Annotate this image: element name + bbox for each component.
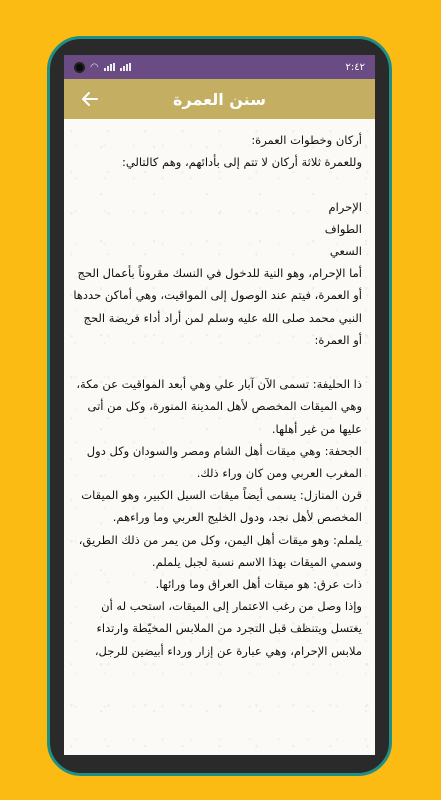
status-icons <box>74 62 131 73</box>
phone-frame <box>47 36 392 776</box>
app-bar <box>64 79 375 119</box>
signal-icon-2 <box>120 63 131 71</box>
wifi-icon: ◠ <box>90 61 99 73</box>
back-button[interactable] <box>76 85 104 113</box>
arrow-left-icon <box>82 92 98 106</box>
status-bar <box>64 55 375 79</box>
status-time: ٢:٤٢ <box>345 61 365 73</box>
camera-icon <box>74 62 85 73</box>
phone-screen <box>64 55 375 755</box>
page-title: سنن العمرة <box>173 89 266 109</box>
signal-icon <box>104 63 115 71</box>
article-text: أركان وخطوات العمرة: وللعمرة ثلاثة أركان لا تتم إلى بأدائهم، وهم كالتالي: الإحرام الطواف السعي أما الإحرام، وهو النية للدخول في النسك مقروناً بأعمال الحج أو العمرة، فيتم عند الوصول إلى المواقيت، وهي أماكن حددها النبي محمد صلى الله عليه وسلم لمن أراد أداء فريضة الحج أو العمرة: ذا الحليفة: تسمى الآن آبار علي وهي أبعد المواقيت عن مكة، وهي الميقات المخصص لأهل المدينة المنورة، وكل من أتى عليها من غير أهلها. الجحفة: وهي ميقات أهل الشام ومصر والسودان وكل دول المغرب العربي ومن كان وراء ذلك. قرن المنازل: يسمى أيضاً ميقات السيل الكبير، وهو الميقات المخصص لأهل نجد، ودول الخليج العربي وما وراءهم. يلملم: وهو ميقات أهل اليمن، وكل من يمر من ذلك الطريق، وسمي الميقات بهذا الاسم نسبة لجبل يلملم. ذات عرق: هو ميقات أهل العراق وما ورائها. وإذا وصل من رغب الاعتمار إلى الميقات، استحب له أن يغتسل ويتنظف قبل التجرد من الملابس المخيّطة وارتداء ملابس الإحرام، وهي عبارة عن إزار ورداء أبيضين للرجل، <box>64 119 375 755</box>
